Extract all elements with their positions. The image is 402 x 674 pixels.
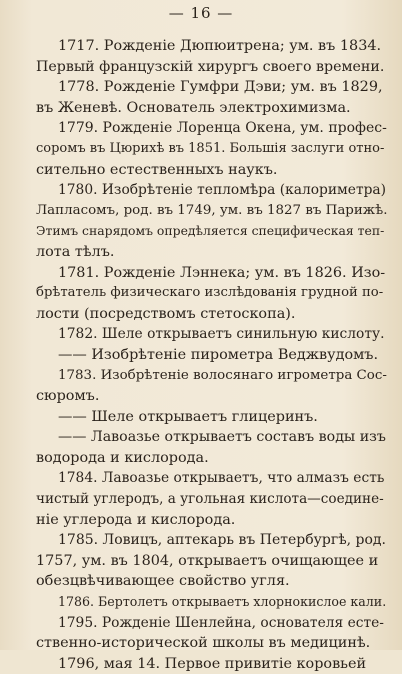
text-line: 1796, мая 14. Первое привитіе коровьей [58,655,367,672]
text-line: обезцвѣчивающее свойство угля. [36,573,290,590]
text-line: 1757, ум. въ 1804, открываетъ очищающее и [36,552,379,569]
text-line: лота тѣлъ. [36,243,115,260]
text-line: ственно-исторической школы въ медицинѣ. [36,635,371,652]
text-line: 1785. Ловицъ, аптекарь въ Петербургѣ, род. [58,532,386,549]
page-number: — 16 — [168,4,234,22]
text-line: сюромъ. [36,388,100,405]
text-line: —— Изобрѣтеніе пирометра Веджвудомъ. [58,346,379,363]
text-line: ніе углерода и кислорода. [36,511,236,528]
text-line: 1786. Бертолетъ открываетъ хлорнокислое кали. [58,594,387,610]
text-line: —— Лавоазье открываетъ составъ воды изъ [58,429,386,446]
text-line: —— Шеле открываетъ глицеринъ. [58,408,318,425]
text-line: 1795. Рожденіе Шенлейна, основателя есте- [58,614,384,631]
text-line: 1780. Изобрѣтеніе тепломѣра (калориметра) [58,182,387,199]
text-line: 1784. Лавоазье открываетъ, что алмазъ есть [58,470,385,487]
text-line: чистый углеродъ, а угольная кислота—соедине- [36,491,384,508]
text-line: 1778. Рожденіе Гумфри Дэви; ум. въ 1829, [58,79,383,96]
text-line: въ Женевѣ. Основатель электрохимизма. [36,99,351,116]
page-body [36,36,388,674]
text-line: лости (посредствомъ стетоскопа). [36,305,296,322]
text-line: брѣтатель физическаго изслѣдованія грудной по- [36,285,384,301]
text-line: Первый французскій хирургъ своего времени. [36,58,385,75]
text-line: водорода и кислорода. [36,449,209,466]
text-line: Лапласомъ, род. въ 1749, ум. въ 1827 въ Парижѣ. [36,202,388,218]
text-line: 1781. Рожденіе Лэннека; ум. въ 1826. Изо- [58,264,386,281]
text-line: 1783. Изобрѣтеніе волосянаго игрометра Сос- [58,367,387,383]
text-line: 1779. Рожденіе Лоренца Окена, ум. профес- [58,120,387,137]
text-line: 1782. Шеле открываетъ синильную кислоту. [58,326,385,343]
text-line: соромъ въ Цюрихѣ въ 1851. Большія заслуги отно- [36,140,385,156]
text-line: сительно естественныхъ наукъ. [36,161,278,178]
text-line: Этимъ снарядомъ опредѣляется специфическая теп- [36,223,385,239]
text-line: 1717. Рожденіе Дюпюитрена; ум. въ 1834. [58,38,382,54]
